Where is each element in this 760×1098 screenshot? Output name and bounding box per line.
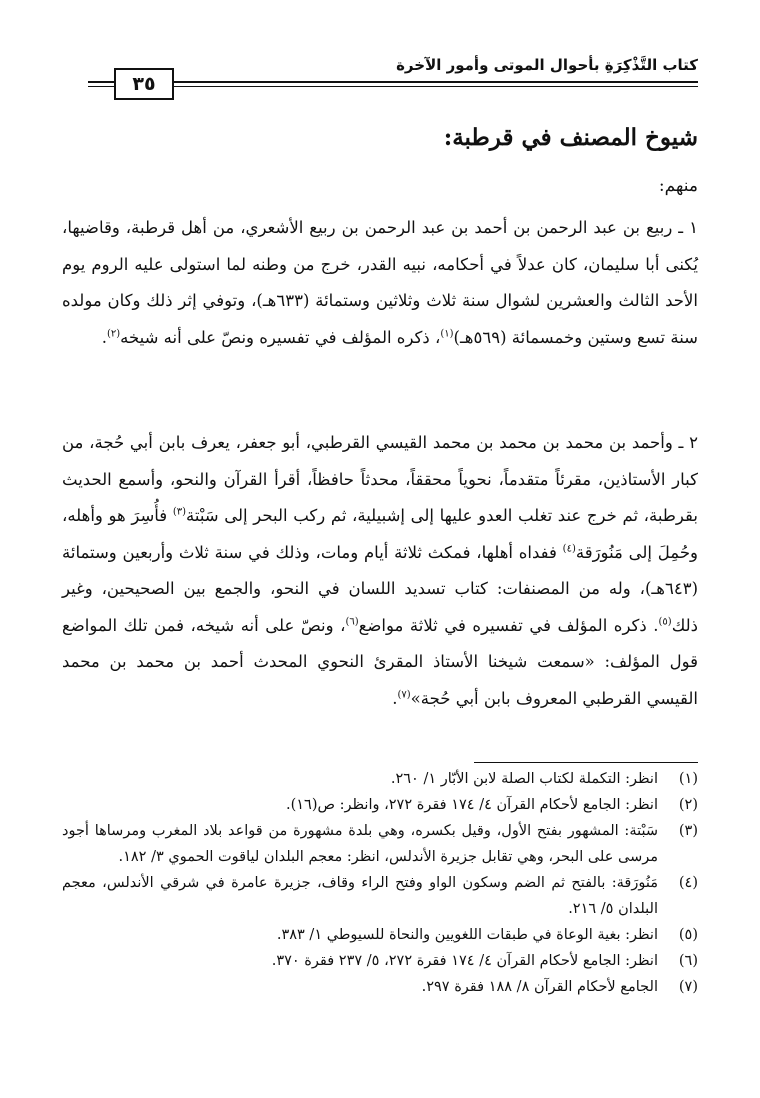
footnote-ref: (٣) [172, 506, 186, 518]
footnote-item [62, 792, 698, 818]
footnote-ref: (٤) [562, 543, 576, 554]
footnote-item [62, 974, 698, 1000]
paragraph-text: . ذكره المؤلف في تفسيره في ثلاثة مواضع [358, 615, 659, 635]
footnote-text: انظر: التكملة لكتاب الصلة لابن الأبّار ١/ ٢٦٠. [390, 771, 658, 787]
biography-paragraph-1 [62, 210, 698, 356]
header-rule-thick [88, 81, 698, 83]
footnote-text: انظر: الجامع لأحكام القرآن ٤/ ١٧٤ فقرة ٢٧٢، ٥/ ٢٣٧ فقرة ٣٧٠. [271, 953, 658, 969]
footnote-ref: (٥) [658, 616, 672, 627]
footnote-separator [474, 762, 698, 763]
footnote-text: سَبْتة: المشهور بفتح الأول، وقيل بكسره، وهي بلدة مشهورة من قواعد بلاد المغرب ومرساها أجود مرسى على البحر، وهي تقابل جزيرة الأندلس، انظر: معجم البلدان لياقوت الحموي ٣/ ١٨٢. [62, 823, 658, 865]
footnote-ref: (٢) [106, 328, 121, 339]
footnote-number: (٣) [678, 823, 698, 839]
paragraph-text: ٢ ـ وأحمد بن محمد بن محمد بن محمد القيسي القرطبي، أبو جعفر، يعرف بابن أبي حُجة، من كبار الأستاذين، مقرئاً متقدماً، نحوياً محققاً، محدثاً حافظاً، أقرأ القرآن والنحو، وأسمع الحديث بقرطبة، ثم خرج عند تغلب العدو عليها إلى إشبيلية، ثم ركب البحر إلى سَبْتة [62, 433, 698, 525]
footnote-item [62, 948, 698, 974]
footnote-ref: (٦) [345, 616, 359, 627]
footnote-text: انظر: الجامع لأحكام القرآن ٤/ ١٧٤ فقرة ٢٧٢، وانظر: ص(١٦). [285, 797, 658, 813]
paragraph-text: ، ونصّ على أنه شيخه، فمن تلك المواضع قول المؤلف: «سمعت شيخنا الأستاذ المقرئ النحوي المحدث أحمد بن محمد بن محمد القيسي القرطبي المعروف بابن أبي حُجة» [62, 615, 698, 708]
section-intro: منهم: [658, 176, 698, 196]
header-rule-thin [88, 86, 698, 87]
footnote-number: (٧) [678, 979, 698, 995]
footnote-item [62, 766, 698, 792]
footnote-number: (١) [678, 771, 698, 787]
footnotes-list [62, 766, 698, 1000]
footnote-number: (٤) [678, 875, 698, 891]
footnote-item [62, 922, 698, 948]
paragraph-text: . [392, 688, 398, 708]
page-number: ٣٥ [114, 68, 174, 100]
footnote-number: (٥) [678, 927, 698, 943]
section-heading: شيوخ المصنف في قرطبة: [443, 124, 698, 151]
footnote-number: (٦) [678, 953, 698, 969]
paragraph-text: ١ ـ ربيع بن عبد الرحمن بن أحمد بن عبد الرحمن بن ربيع الأشعري، من أهل قرطبة، وقاضيها، يُكنى أبا سليمان، كان عدلاً في أحكامه، نبيه القدر، خرج من وطنه لما استولى عليه الروم يوم الأحد الثالث والعشرين لشوال سنة ثلاث وثلاثين وستمائة (٦٣٣هـ)، وتوفي إثر ذلك وكان مولده سنة تسع وستين وخمسمائة (٥٦٩هـ) [62, 218, 698, 347]
footnote-item [62, 818, 698, 870]
footnote-item [62, 870, 698, 922]
paragraph-text: فأُسِرَ هو وأهله، وحُمِلَ إلى مَنُورَقة [62, 506, 698, 562]
paragraph-text: ، ذكره المؤلف في تفسيره ونصّ على أنه شيخه [120, 327, 441, 347]
paragraph-text: . [101, 327, 107, 347]
running-header-title: كتاب التَّذْكِرَةِ بأحوال الموتى وأمور الآخرة [396, 56, 698, 74]
biography-paragraph-2 [62, 425, 698, 717]
paragraph-text: ففداه أهلها، فمكث ثلاثة أيام ومات، وذلك في سنة ثلاث وأربعين وستمائة (٦٤٣هـ)، وله من المصنفات: كتاب تسديد اللسان في النحو، والجمع بين الصحيحين، وغير ذلك [62, 542, 698, 635]
footnote-ref: (٧) [397, 689, 411, 700]
footnote-text: مَنُورَقة: بالفتح ثم الضم وسكون الواو وفتح الراء وقاف، جزيرة عامرة في شرقي الأندلس، معجم البلدان ٥/ ٢١٦. [62, 875, 658, 917]
footnote-ref: (١) [440, 328, 454, 339]
footnote-number: (٢) [678, 797, 698, 813]
footnote-text: انظر: بغية الوعاة في طبقات اللغويين والنحاة للسيوطي ١/ ٣٨٣. [276, 927, 658, 943]
footnote-text: الجامع لأحكام القرآن ٨/ ١٨٨ فقرة ٢٩٧. [421, 979, 658, 995]
